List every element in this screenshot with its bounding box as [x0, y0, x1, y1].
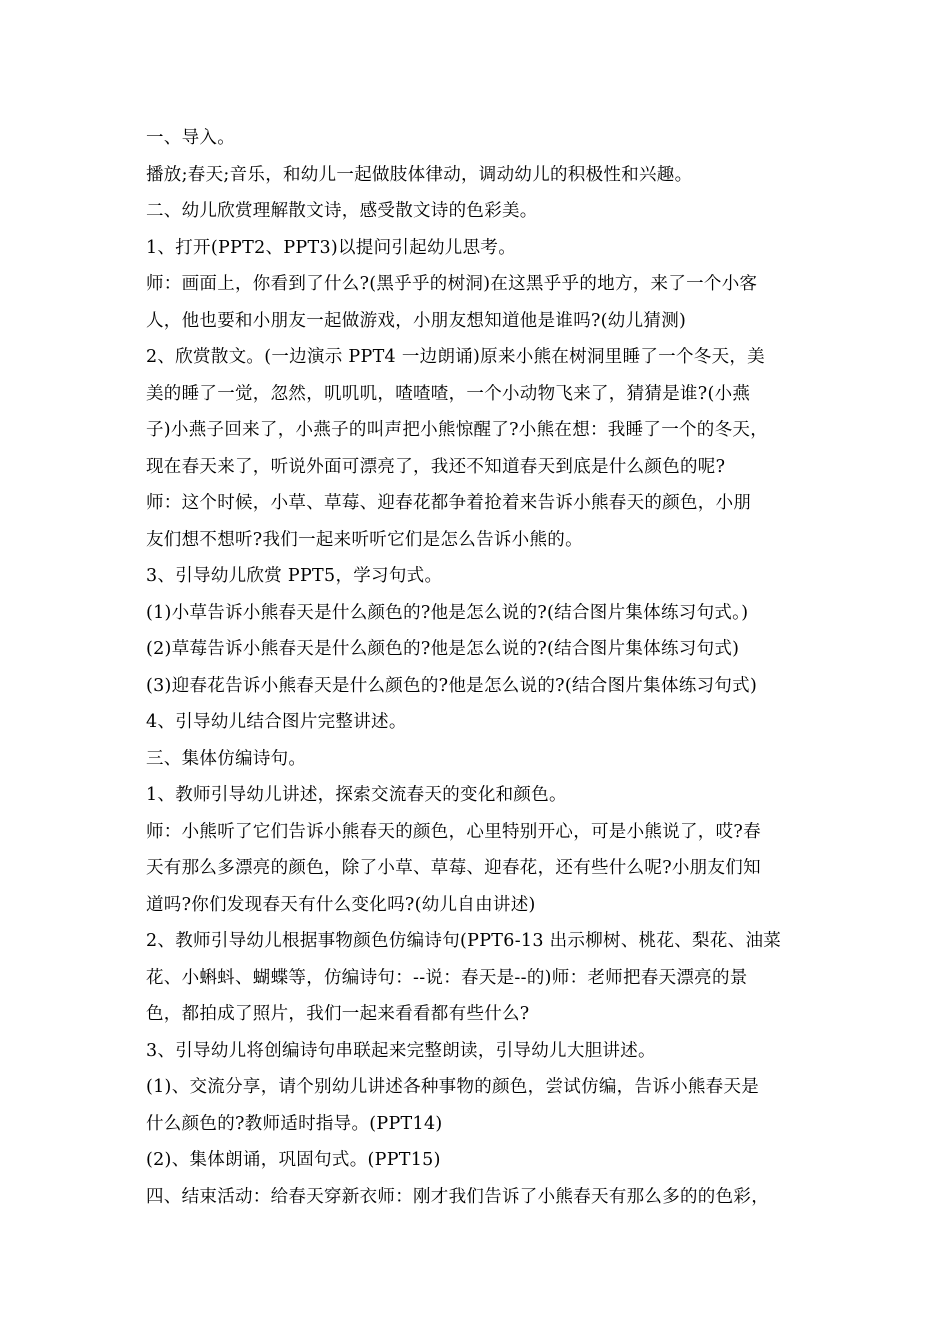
text-line: 1、打开(PPT2、PPT3)以提问引起幼儿思考。 [146, 237, 516, 258]
text-line: 天有那么多漂亮的颜色，除了小草、草莓、迎春花，还有些什么呢?小朋友们知 [146, 858, 761, 878]
text-line: 什么颜色的?教师适时指导。(PPT14) [146, 1113, 443, 1134]
text-line: 美的睡了一觉，忽然，叽叽叽，喳喳喳，一个小动物飞来了，猜猜是谁?(小燕 [146, 383, 751, 404]
text-line: 1、教师引导幼儿讲述，探索交流春天的变化和颜色。 [146, 785, 567, 805]
text-line: 子)小燕子回来了，小燕子的叫声把小熊惊醒了?小熊在想：我睡了一个的冬天， [146, 420, 769, 440]
text-line: (3)迎春花告诉小熊春天是什么颜色的?他是怎么说的?(结合图片集体练习句式) [146, 675, 758, 696]
text-line: 友们想不想听?我们一起来听听它们是怎么告诉小熊的。 [146, 529, 583, 550]
text-line: 一、导入。 [146, 128, 235, 148]
text-line: 花、小蝌蚪、蝴蝶等，仿编诗句：--说：春天是--的)师：老师把春天漂亮的景 [146, 967, 748, 988]
text-line: 播放;春天;音乐，和幼儿一起做肢体律动，调动幼儿的积极性和兴趣。 [146, 164, 693, 185]
text-line: 4、引导幼儿结合图片完整讲述。 [146, 712, 407, 732]
text-line: 2、欣赏散文。(一边演示 PPT4 一边朗诵)原来小熊在树洞里睡了一个冬天，美 [146, 347, 765, 367]
document-body [146, 120, 826, 1215]
text-line: 三、集体仿编诗句。 [146, 748, 307, 769]
text-line: 师：这个时候，小草、草莓、迎春花都争着抢着来告诉小熊春天的颜色，小朋 [146, 493, 752, 513]
text-line: 色，都拍成了照片，我们一起来看看都有些什么? [146, 1004, 530, 1024]
text-line: 四、结束活动：给春天穿新衣师：刚才我们告诉了小熊春天有那么多的的色彩， [146, 1186, 769, 1207]
text-line: 现在春天来了，听说外面可漂亮了，我还不知道春天到底是什么颜色的呢? [146, 456, 726, 477]
text-line: 二、幼儿欣赏理解散文诗，感受散文诗的色彩美。 [146, 201, 538, 221]
text-line: (2)、集体朗诵，巩固句式。(PPT15) [146, 1150, 441, 1170]
text-line: 人，他也要和小朋友一起做游戏，小朋友想知道他是谁吗?(幼儿猜测) [146, 310, 687, 331]
text-line: 3、引导幼儿欣赏 PPT5，学习句式。 [146, 566, 443, 586]
text-line: 师：画面上，你看到了什么?(黑乎乎的树洞)在这黑乎乎的地方，来了一个小客 [146, 274, 758, 294]
text-line: (1)小草告诉小熊春天是什么颜色的?他是怎么说的?(结合图片集体练习句式。) [146, 602, 749, 623]
text-line: 师：小熊听了它们告诉小熊春天的颜色，心里特别开心，可是小熊说了，哎?春 [146, 821, 761, 842]
text-line: 3、引导幼儿将创编诗句串联起来完整朗读，引导幼儿大胆讲述。 [146, 1040, 656, 1061]
text-line: (2)草莓告诉小熊春天是什么颜色的?他是怎么说的?(结合图片集体练习句式) [146, 639, 740, 659]
text-line: 2、教师引导幼儿根据事物颜色仿编诗句(PPT6-13 出示柳树、桃花、梨花、油菜 [146, 931, 782, 951]
text-line: 道吗?你们发现春天有什么变化吗?(幼儿自由讲述) [146, 894, 536, 915]
text-line: (1)、交流分享，请个别幼儿讲述各种事物的颜色，尝试仿编，告诉小熊春天是 [146, 1077, 760, 1097]
